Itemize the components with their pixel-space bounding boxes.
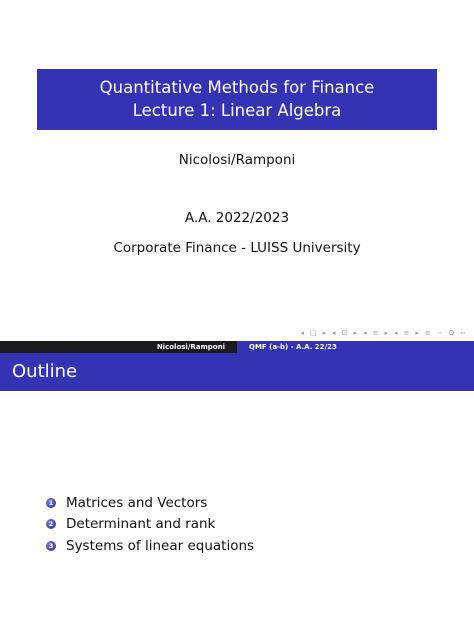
nav-forward-icon[interactable]: ∾ <box>460 329 466 337</box>
nav-next-subsection-icon[interactable]: ▸ <box>353 329 358 337</box>
presentation-subtitle: Lecture 1: Linear Algebra <box>132 101 342 120</box>
slide-header-bar <box>0 341 474 353</box>
nav-next-frame-icon[interactable]: ▸ <box>322 329 327 337</box>
academic-year: A.A. 2022/2023 <box>184 210 290 226</box>
outline-item[interactable] <box>46 514 254 536</box>
nav-back-icon[interactable]: ∽ <box>436 329 443 337</box>
outline-slide <box>0 341 474 632</box>
presentation-title: Quantitative Methods for Finance <box>99 78 375 97</box>
nav-prev-frame-icon[interactable]: ◂ <box>300 329 304 337</box>
nav-subsection-icon[interactable]: ⊡ <box>341 329 348 337</box>
outline-list <box>46 492 254 557</box>
outline-item-label: Systems of linear equations <box>66 537 255 554</box>
frame-title: Outline <box>0 353 474 391</box>
outline-item[interactable] <box>46 492 254 514</box>
header-course: QMF (a-b) - A.A. 22/23 <box>237 341 474 353</box>
nav-document-icon[interactable]: ≡ <box>403 329 410 337</box>
title-block <box>37 69 437 130</box>
outline-item-label: Matrices and Vectors <box>66 494 208 511</box>
nav-frame-icon[interactable]: □ <box>310 329 317 337</box>
authors: Nicolosi/Ramponi <box>178 152 296 168</box>
header-authors: Nicolosi/Ramponi <box>0 341 237 353</box>
nav-next-document-icon[interactable]: ▸ <box>415 329 419 337</box>
numbered-ball-icon: 1 <box>46 498 56 508</box>
course-institution: Corporate Finance - LUISS University <box>113 240 361 256</box>
nav-prev-document-icon[interactable]: ◂ <box>393 329 398 337</box>
outline-item-label: Determinant and rank <box>66 516 216 533</box>
numbered-ball-icon: 3 <box>46 541 56 551</box>
nav-prev-subsection-icon[interactable]: ◂ <box>332 329 336 337</box>
outline-item[interactable] <box>46 535 254 557</box>
nav-search-icon[interactable]: Q <box>448 329 455 337</box>
nav-prev-section-icon[interactable]: ◂ <box>363 329 367 337</box>
nav-next-section-icon[interactable]: ▸ <box>384 329 388 337</box>
beamer-navigation-bar[interactable] <box>300 328 466 338</box>
nav-appendix-icon[interactable]: ≡ <box>424 329 431 337</box>
nav-section-icon[interactable]: ≡ <box>372 329 379 337</box>
numbered-ball-icon: 2 <box>46 519 56 529</box>
